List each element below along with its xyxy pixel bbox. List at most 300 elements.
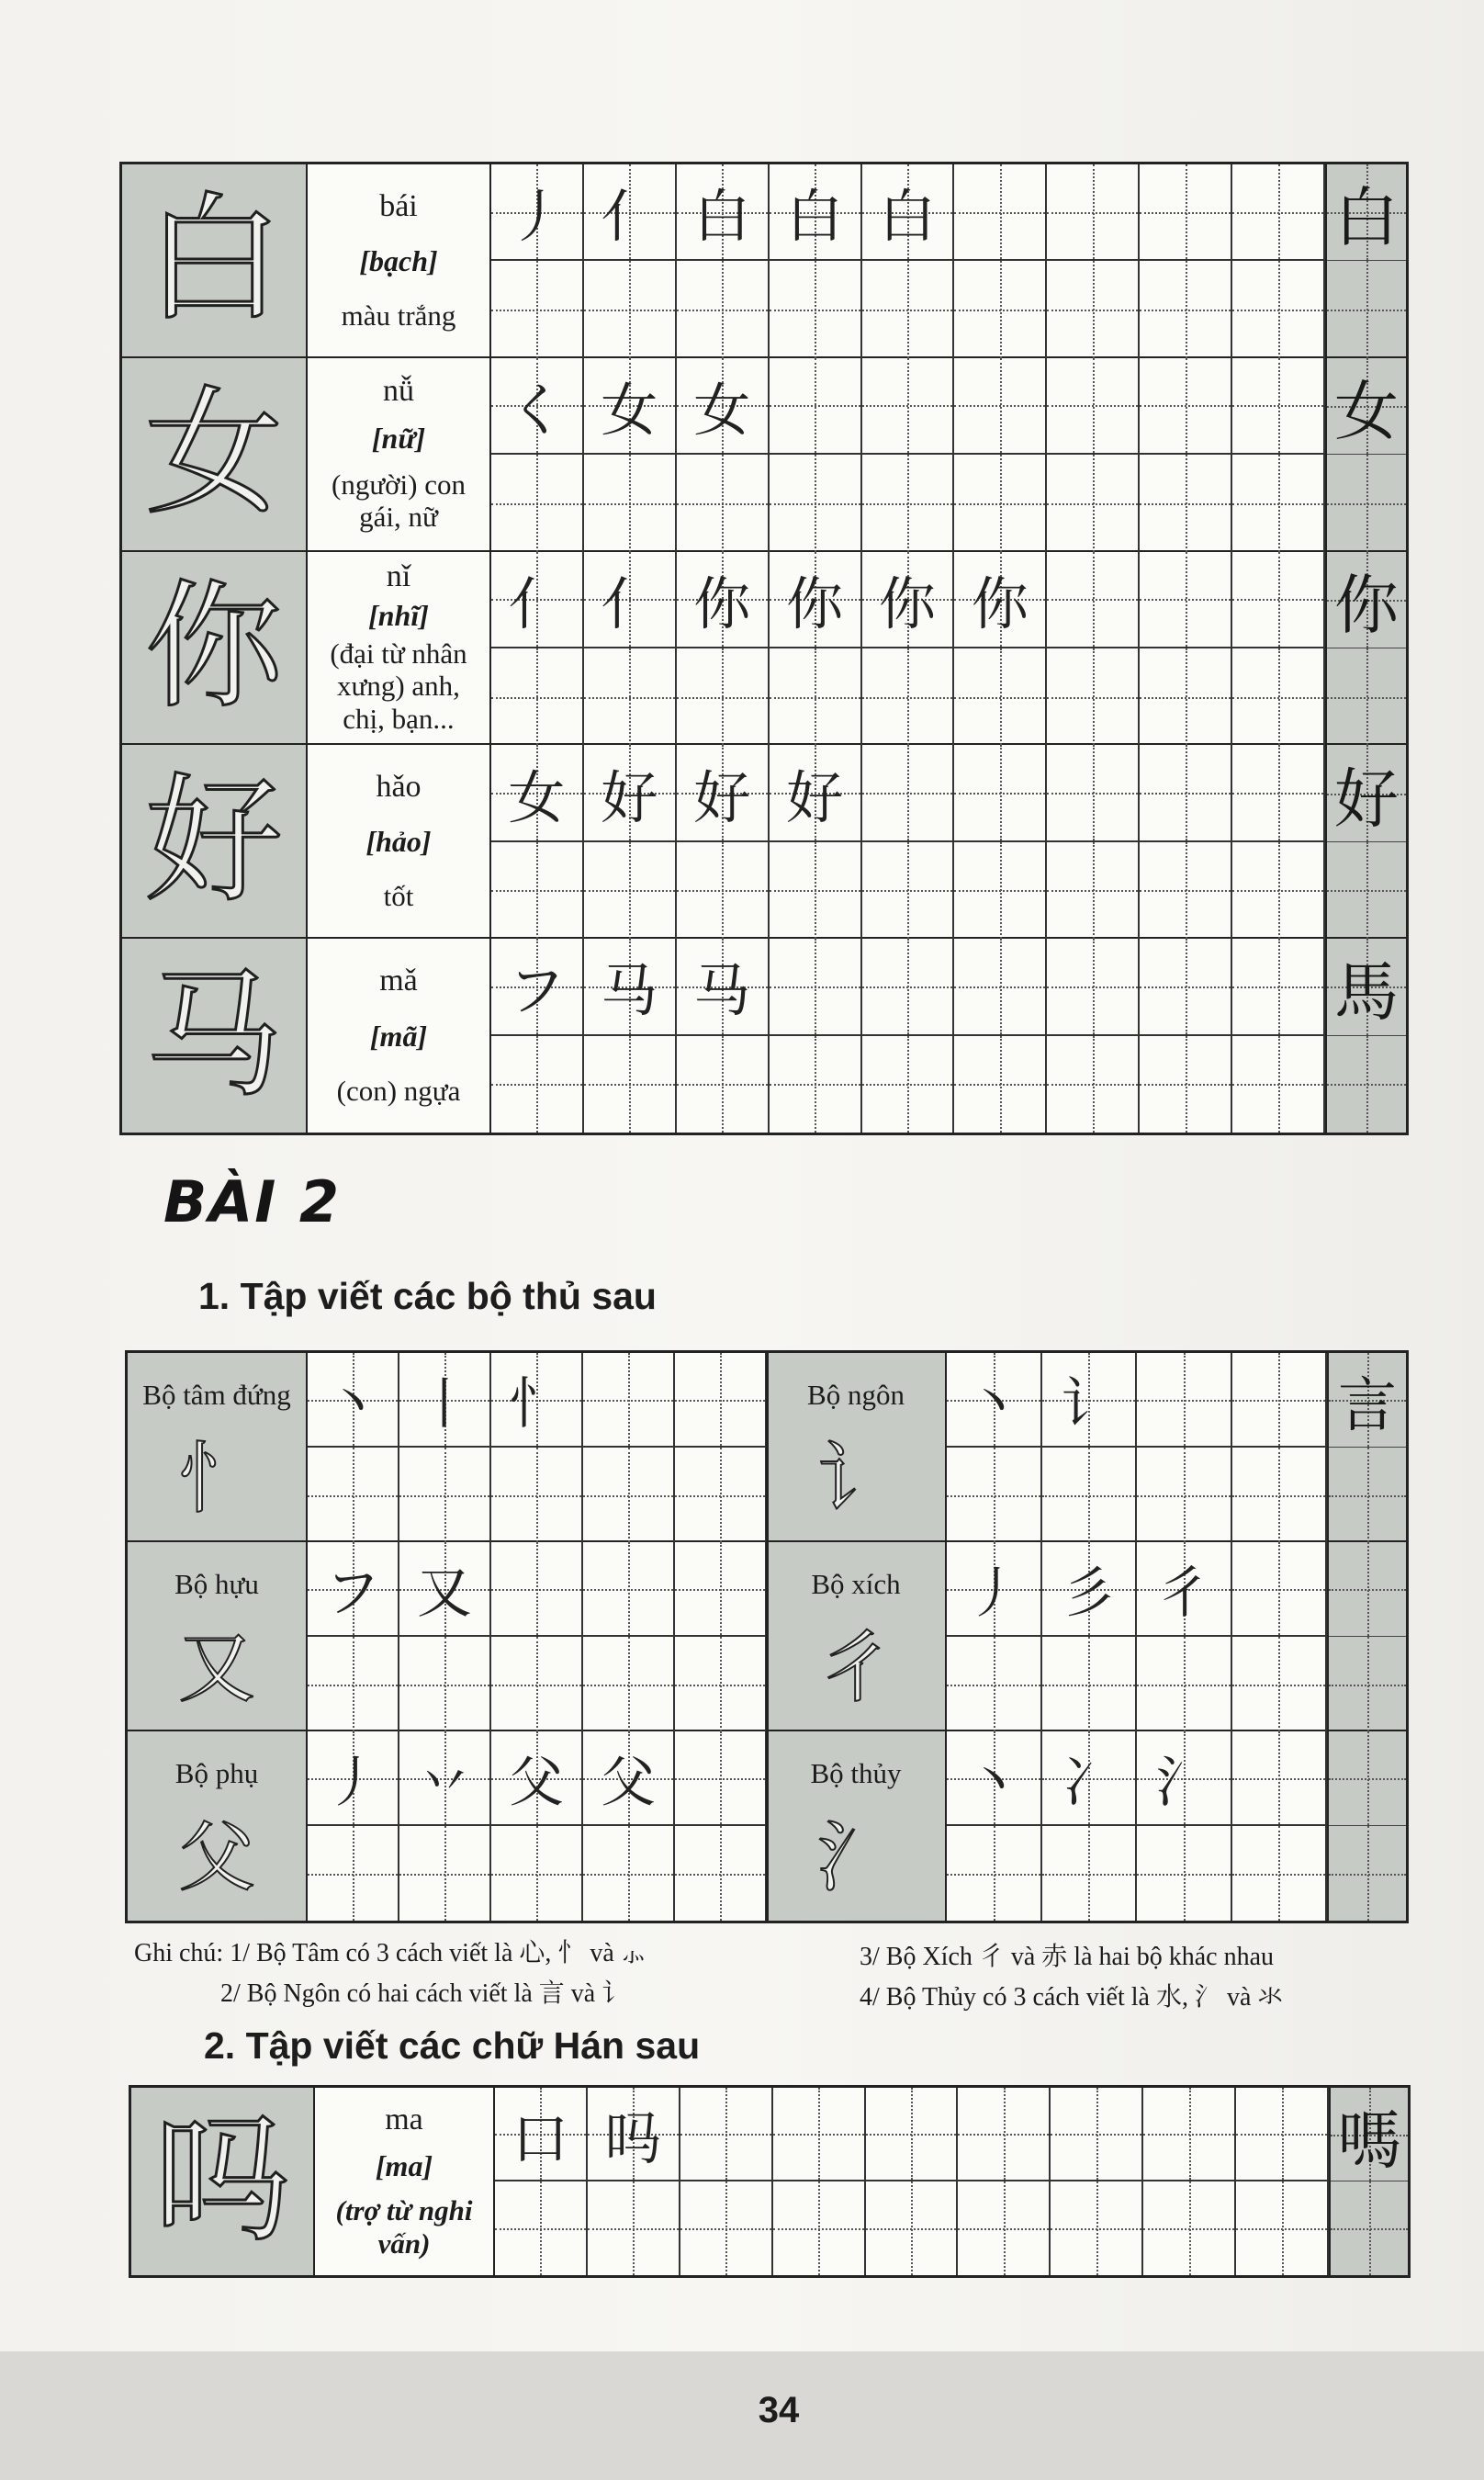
stroke-step: 吗 [604,2104,662,2172]
stroke-step: 马 [601,957,658,1025]
practice-cell [1137,1353,1232,1448]
practice-cell [958,2088,1051,2181]
practice-cell [954,939,1047,1035]
practice-cell [675,1637,767,1731]
practice-cell [1140,842,1232,939]
practice-cell [491,455,584,551]
practice-cell [866,2181,959,2275]
practice-cell [1047,164,1140,261]
character-info [308,552,491,744]
final-character: 好 [1334,761,1399,837]
practice-cell [773,2181,866,2275]
radical-character: 彳 [816,1623,894,1713]
large-character-cell [122,358,308,550]
final-radical-cell [1327,1353,1406,1540]
stroke-step: 好 [601,763,658,831]
practice-cell [491,261,584,357]
final-radical-cell [1327,1542,1406,1730]
practice-cell [399,1637,491,1731]
pinyin: hǎo [376,769,422,804]
practice-cell [491,842,584,939]
stroke-step: 父 [509,1750,564,1815]
meaning: (người) con gái, nữ [332,468,466,534]
stroke-step: 好 [693,763,751,831]
stroke-step: く [508,376,566,444]
radical-practice-table [125,1350,1409,1923]
practice-cell [491,1826,583,1921]
stroke-step: 丶 [965,1371,1021,1437]
practice-cell [491,648,584,745]
practice-cell [1042,1448,1138,1542]
stroke-step: 好 [786,763,844,831]
practice-cell [308,1448,399,1542]
radical-label-cell [767,1542,947,1730]
large-character-cell [122,164,308,356]
practice-cell [675,1353,767,1448]
practice-cell [1042,1826,1138,1921]
stroke-step: 亻 [601,569,658,637]
practice-cell [308,1731,399,1826]
practice-cell [583,1637,675,1731]
practice-cell [675,1731,767,1826]
stroke-step: 父 [601,1750,656,1815]
radical-label-cell [128,1353,308,1540]
practice-cell [584,455,677,551]
practice-cell [862,648,955,745]
practice-grid [308,1542,767,1730]
practice-cell [584,1036,677,1133]
final-radical [1329,1542,1406,1637]
radical-row [128,1731,767,1921]
stroke-step: 丿 [965,1561,1021,1626]
stroke-step: 彡 [1061,1561,1117,1626]
practice-cell [1137,1637,1232,1731]
practice-cell [308,1542,399,1637]
practice-cell [677,648,770,745]
practice-cell [1051,2181,1143,2275]
final-cell-bottom [1327,648,1406,745]
practice-cell [954,358,1047,455]
radical-character: 讠 [816,1434,894,1524]
practice-cell [947,1353,1042,1448]
practice-cell [583,1448,675,1542]
character-practice-table-1 [119,162,1409,1135]
practice-cell [1232,1731,1328,1826]
practice-cell [862,745,955,841]
practice-cell [495,2181,588,2275]
final-cell-bottom [1327,842,1406,939]
practice-cell [1140,745,1232,841]
practice-cell [1047,939,1140,1035]
practice-cell [583,1542,675,1637]
practice-cell [770,842,862,939]
practice-cell [1140,1036,1232,1133]
large-character: 白 [144,180,283,341]
practice-cell [1140,552,1232,648]
final-cell-bottom [1327,261,1406,357]
practice-cell [491,552,584,648]
practice-cell [862,358,955,455]
practice-grid [947,1353,1327,1540]
final-cell-bottom [1329,1826,1406,1921]
practice-cell [491,1448,583,1542]
practice-cell [954,552,1047,648]
practice-cell [1140,455,1232,551]
stroke-step: フ [508,957,566,1025]
practice-cell [491,1542,583,1637]
practice-cell [947,1542,1042,1637]
practice-cell [677,261,770,357]
final-character-cell [1329,2088,1408,2275]
practice-cell [1047,261,1140,357]
practice-cell [1047,648,1140,745]
practice-cell [1232,1542,1328,1637]
large-character: 吗 [152,2102,291,2261]
practice-cell [308,1826,399,1921]
han-viet-reading: [hảo] [365,825,432,859]
stroke-step: 白 [878,183,936,251]
practice-cell [677,552,770,648]
stroke-step: 你 [786,569,844,637]
pinyin: nǐ [386,559,411,594]
meaning: (con) ngựa [336,1075,461,1108]
practice-cell [491,1731,583,1826]
final-character-cell [1325,164,1406,356]
practice-cell [677,939,770,1035]
practice-cell [770,261,862,357]
practice-cell [1047,842,1140,939]
practice-cell [770,1036,862,1133]
practice-cell [677,164,770,261]
stroke-step: 你 [878,569,936,637]
practice-cell [770,648,862,745]
stroke-step: 女 [601,376,658,444]
character-info [308,358,491,550]
practice-cell [1047,1036,1140,1133]
final-character-cell [1325,552,1406,744]
practice-cell [862,552,955,648]
practice-cell [1137,1542,1232,1637]
practice-cell [399,1353,491,1448]
practice-cell [491,745,584,841]
final-character: 馬 [1334,954,1399,1031]
final-character: 你 [1334,567,1399,643]
practice-cell [675,1542,767,1637]
practice-cell [399,1826,491,1921]
character-row [122,939,1406,1133]
large-character: 马 [144,955,283,1116]
han-viet-reading: [mã] [369,1020,428,1054]
final-character-cell [1325,939,1406,1133]
stroke-step: 讠 [1061,1371,1117,1437]
practice-grid [308,1353,767,1540]
practice-cell [770,455,862,551]
practice-cell [677,842,770,939]
large-character-cell [122,552,308,744]
practice-cell [491,1637,583,1731]
practice-cell [862,455,955,551]
stroke-step: 冫 [1061,1750,1117,1815]
large-character-cell [131,2088,315,2275]
practice-cell [1143,2181,1236,2275]
final-cell-bottom [1329,1448,1406,1542]
practice-cell [491,939,584,1035]
pinyin: nǚ [383,374,414,409]
practice-grid [308,1731,767,1921]
character-row [122,164,1406,358]
practice-cell [947,1731,1042,1826]
final-character: 女 [1334,373,1399,449]
final-radical [1329,1731,1406,1826]
practice-cell [1232,1826,1328,1921]
radical-name: Bộ phụ [174,1757,259,1789]
practice-cell [584,164,677,261]
practice-cell [770,745,862,841]
final-cell-bottom [1331,2181,1408,2275]
character-info [308,745,491,937]
practice-cell [1232,745,1325,841]
practice-cell [677,358,770,455]
practice-cell [954,261,1047,357]
practice-cell [954,455,1047,551]
practice-cell [954,842,1047,939]
character-practice-table-2 [129,2085,1411,2278]
large-character: 女 [144,374,283,535]
practice-cell [1137,1826,1232,1921]
final-character-cell [1325,358,1406,550]
practice-grid [495,2088,1329,2275]
character-info [315,2088,495,2275]
radical-row [767,1353,1406,1542]
practice-cell [1137,1448,1232,1542]
practice-cell [1232,1448,1328,1542]
practice-cell [1232,358,1325,455]
meaning: (đại từ nhân xưng) anh, chị, bạn... [330,637,467,736]
pinyin: bái [379,188,418,223]
practice-cell [680,2088,773,2181]
practice-cell [1232,1353,1328,1448]
radical-character: 父 [177,1812,255,1902]
practice-cell [584,552,677,648]
practice-cell [677,455,770,551]
practice-grid [491,552,1325,744]
practice-grid [491,745,1325,937]
stroke-step: フ [325,1561,380,1626]
practice-cell [773,2088,866,2181]
note-2: 2/ Bộ Ngôn có hai cách viết là 言 và 讠 [220,1979,628,2008]
radical-name: Bộ thủy [810,1757,902,1789]
practice-cell [1232,1637,1328,1731]
radical-row [128,1353,767,1542]
radical-row [767,1731,1406,1921]
practice-cell [958,2181,1051,2275]
practice-cell [862,842,955,939]
practice-cell [491,1353,583,1448]
practice-cell [1047,358,1140,455]
stroke-step: 忄 [509,1371,564,1437]
practice-cell [947,1448,1042,1542]
practice-cell [1047,745,1140,841]
practice-cell [954,1036,1047,1133]
practice-cell [1042,1542,1138,1637]
stroke-step: 彳 [1155,1561,1211,1626]
practice-cell [584,842,677,939]
stroke-step: 又 [417,1561,472,1626]
practice-cell [1140,358,1232,455]
practice-cell [583,1731,675,1826]
practice-cell [588,2181,680,2275]
practice-cell [947,1637,1042,1731]
practice-cell [1232,261,1325,357]
table-divider [766,1353,769,1921]
large-character: 好 [144,761,283,921]
meaning: màu trắng [341,299,456,332]
practice-cell [1232,164,1325,261]
note-1: Ghi chú: 1/ Bộ Tâm có 3 cách viết là 心, 忄 và ⺗ [134,1939,646,1967]
practice-cell [1232,648,1325,745]
practice-grid [491,358,1325,550]
radical-label-cell [767,1353,947,1540]
practice-cell [584,939,677,1035]
character-row [122,552,1406,746]
han-viet-reading: [ma] [375,2148,433,2182]
final-character: 嗎 [1337,2102,1401,2178]
stroke-step: 丿 [508,183,566,251]
practice-cell [677,1036,770,1133]
final-radical: 言 [1338,1371,1397,1440]
section-title-characters: 2. Tập viết các chữ Hán sau [204,2024,701,2067]
practice-cell [491,358,584,455]
radical-character: 又 [177,1623,255,1713]
pinyin: mǎ [379,964,418,998]
practice-cell [1232,842,1325,939]
section-title-radicals: 1. Tập viết các bộ thủ sau [198,1275,657,1317]
practice-cell [862,939,955,1035]
practice-cell [1140,939,1232,1035]
stroke-step: 白 [693,183,751,251]
stroke-step: 丶 [325,1371,380,1437]
final-cell-bottom [1327,455,1406,551]
large-character-cell [122,939,308,1133]
practice-cell [399,1542,491,1637]
practice-cell [680,2181,773,2275]
radical-name: Bộ xích [811,1568,901,1600]
practice-cell [1140,164,1232,261]
stroke-step: 丶 [965,1750,1021,1815]
final-character: 白 [1334,180,1399,256]
stroke-step: 马 [693,957,751,1025]
character-row [131,2088,1408,2275]
final-character-cell [1325,745,1406,937]
practice-cell [584,358,677,455]
stroke-step: 口 [512,2104,569,2172]
stroke-step: 白 [786,183,844,251]
practice-cell [1042,1637,1138,1731]
practice-cell [770,164,862,261]
practice-cell [770,358,862,455]
practice-cell [1236,2181,1329,2275]
stroke-step: 亻 [508,569,566,637]
stroke-step: 亻 [601,183,658,251]
meaning: (trợ từ nghi vấn) [335,2194,473,2260]
practice-cell [862,261,955,357]
radical-row [767,1542,1406,1731]
practice-cell [954,648,1047,745]
practice-cell [1042,1731,1138,1826]
stroke-step: 氵 [1155,1750,1211,1815]
practice-cell [770,939,862,1035]
practice-cell [1140,261,1232,357]
han-viet-reading: [nữ] [371,422,426,456]
stroke-step: 丿 [325,1750,380,1815]
practice-cell [1051,2088,1143,2181]
radical-character: 忄 [177,1434,255,1524]
practice-cell [1140,648,1232,745]
practice-cell [677,745,770,841]
practice-cell [495,2088,588,2181]
practice-cell [954,164,1047,261]
practice-cell [399,1731,491,1826]
practice-cell [770,552,862,648]
stroke-step: 丷 [417,1750,472,1815]
practice-cell [675,1448,767,1542]
practice-cell [1232,939,1325,1035]
practice-cell [399,1448,491,1542]
practice-cell [583,1826,675,1921]
practice-cell [1042,1353,1138,1448]
practice-cell [1047,552,1140,648]
practice-grid [947,1731,1327,1921]
practice-cell [866,2088,959,2181]
final-cell-bottom [1329,1637,1406,1731]
practice-cell [954,745,1047,841]
large-character-cell [122,745,308,937]
radical-name: Bộ ngôn [807,1379,905,1411]
character-row [122,745,1406,939]
practice-cell [947,1826,1042,1921]
meaning: tốt [383,879,414,912]
final-cell-bottom [1327,1036,1406,1133]
large-character: 你 [144,567,283,727]
stroke-step: 女 [508,763,566,831]
character-row [122,358,1406,552]
practice-cell [862,1036,955,1133]
practice-cell [584,648,677,745]
stroke-step: 你 [693,569,751,637]
stroke-step: 丨 [417,1371,472,1437]
practice-cell [1232,552,1325,648]
practice-cell [1137,1731,1232,1826]
radical-character: 氵 [816,1812,894,1902]
practice-cell [1047,455,1140,551]
practice-cell [491,164,584,261]
radical-label-cell [128,1731,308,1921]
note-4: 4/ Bộ Thủy có 3 cách viết là 水, 氵 và 氺 [860,1983,1284,2012]
stroke-step: 你 [971,569,1029,637]
practice-cell [862,164,955,261]
radical-label-cell [767,1731,947,1921]
practice-cell [675,1826,767,1921]
pinyin: ma [385,2102,423,2137]
final-radical-cell [1327,1731,1406,1921]
practice-cell [584,745,677,841]
radical-name: Bộ hựu [174,1568,259,1600]
han-viet-reading: [bạch] [359,244,438,278]
practice-cell [583,1353,675,1448]
radical-label-cell [128,1542,308,1730]
practice-cell [1236,2088,1329,2181]
practice-cell [308,1637,399,1731]
